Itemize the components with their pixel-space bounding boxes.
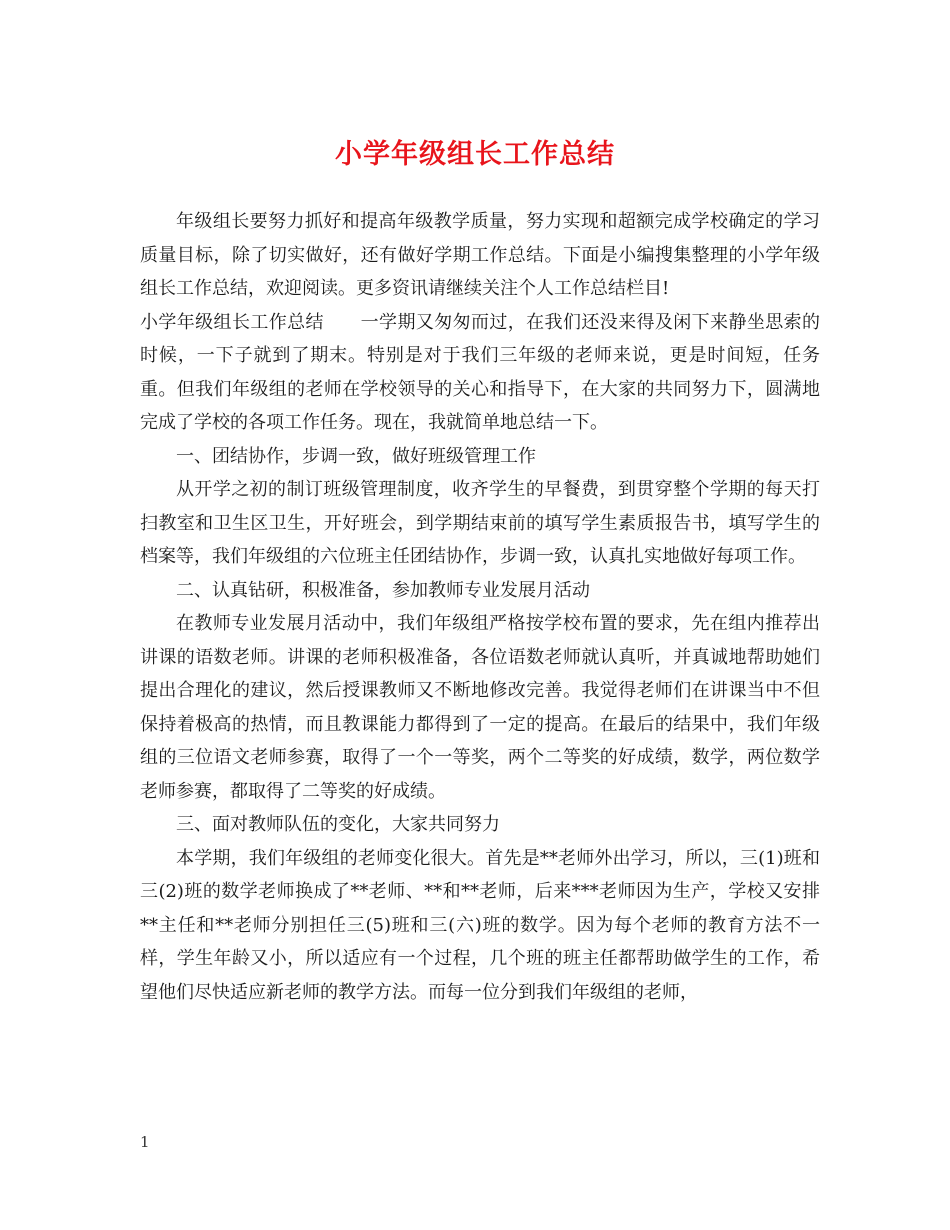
opening-paragraph: 小学年级组长工作总结 一学期又匆匆而过，在我们还没来得及闲下来静坐思索的时候，一下子就到了期末。特别是对于我们三年级的老师来说，更是时间短，任务重。但我们年级组的老师在学校领导的关心和指导下，在大家的共同努力下，圆满地完成了学校的各项工作任务。现在，我就简单地总结一下。 bbox=[140, 311, 820, 433]
page-number: 1 bbox=[140, 1133, 150, 1151]
section-paragraph-2: 在教师专业发展月活动中，我们年级组严格按学校布置的要求，先在组内推荐出讲课的语数老师。讲课的老师积极准备，各位语数老师就认真听，并真诚地帮助她们提出合理化的建议，然后授课教师又不断地修改完善。我觉得老师们在讲课当中不但保持着极高的热情，而且教课能力都得到了一定的提高。在最后的结果中，我们年级组的三位语文老师参赛，取得了一个一等奖，两个二等奖的好成绩，数学，两位数学老师参赛，都取得了二等奖的好成绩。 bbox=[140, 613, 820, 802]
section-paragraph-1: 从开学之初的制订班级管理制度，收齐学生的早餐费，到贯穿整个学期的每天打扫教室和卫生区卫生，开好班会，到学期结束前的填写学生素质报告书，填写学生的档案等，我们年级组的六位班主任团结协作，步调一致，认真扎实地做好每项工作。 bbox=[140, 479, 820, 567]
section-heading-3: 三、面对教师队伍的变化，大家共同努力 bbox=[176, 814, 500, 835]
document-body bbox=[140, 205, 820, 1009]
intro-paragraph: 年级组长要努力抓好和提高年级教学质量，努力实现和超额完成学校确定的学习质量目标，除了切实做好，还有做好学期工作总结。下面是小编搜集整理的小学年级组长工作总结，欢迎阅读。更多资讯请继续关注个人工作总结栏目! bbox=[140, 211, 820, 299]
section-heading-1: 一、团结协作，步调一致，做好班级管理工作 bbox=[176, 445, 536, 467]
document-title: 小学年级组长工作总结 bbox=[335, 139, 615, 170]
section-paragraph-3: 本学期，我们年级组的老师变化很大。首先是**老师外出学习，所以，三(1)班和三(2)班的数学老师换成了**老师、**和**老师，后来***老师因为生产，学校又安排**主任和**老师分别担任三(5)班和三(六)班的数学。因为每个老师的教育方法不一样，学生年龄又小，所以适应有一个过程，几个班的班主任都帮助做学生的工作，希望他们尽快适应新老师的教学方法。而每一位分到我们年级组的老师， bbox=[140, 847, 820, 1003]
section-heading-2: 二、认真钻研，积极准备，参加教师专业发展月活动 bbox=[176, 579, 590, 601]
